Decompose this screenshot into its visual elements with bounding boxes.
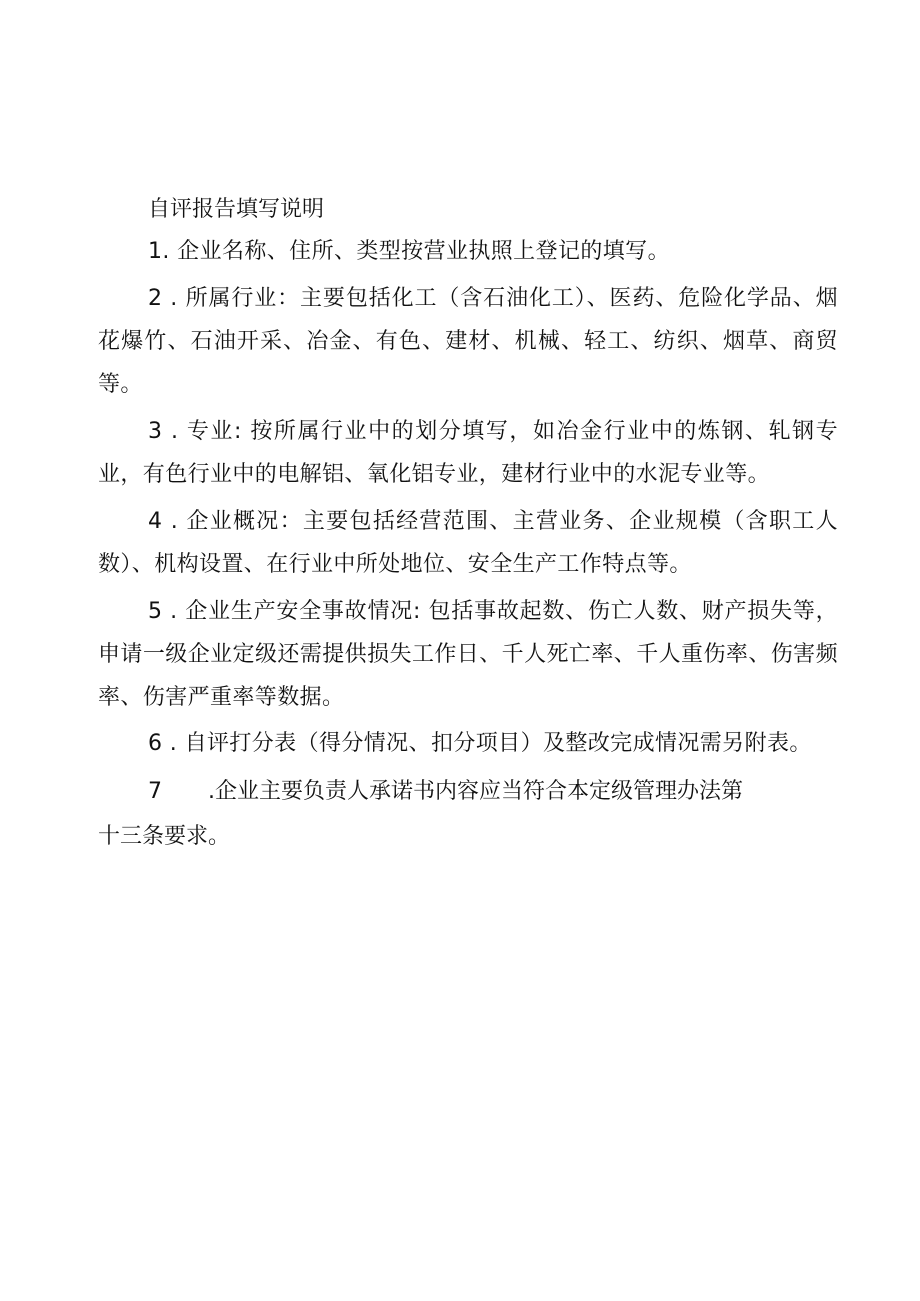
instruction-item-6: 6 . 自评打分表（得分情况、扣分项目）及整改完成情况需另附表。 [148,731,812,756]
item-7-number: 7 [148,779,162,804]
instruction-item-3: 3 . 专业: 按所属行业中的划分填写，如冶金行业中的炼钢、轧钢专业，有色行业中的电解铝、氧化铝专业，建材行业中的水泥专业等。 [98,419,838,487]
item-7-text-line1: .企业主要负责人承诺书内容应当符合本定级管理办法第 [208,779,743,804]
document-title: 自评报告填写说明 [148,197,325,222]
instruction-item-7 [148,770,743,813]
instruction-item-2: 2 . 所属行业：主要包括化工（含石油化工）、医药、危险化学品、烟花爆竹、石油开采、冶金、有色、建材、机械、轻工、纺织、烟草、商贸等。 [98,286,838,397]
item-7-text-line2: 十三条要求。 [98,824,231,849]
instruction-item-1: 1. 企业名称、住所、类型按营业执照上登记的填写。 [148,239,670,264]
instruction-item-4: 4 . 企业概况：主要包括经营范围、主营业务、企业规模（含职工人数）、机构设置、在行业中所处地位、安全生产工作特点等。 [98,509,838,577]
instruction-item-5: 5 . 企业生产安全事故情况: 包括事故起数、伤亡人数、财产损失等，申请一级企业定级还需提供损失工作日、千人死亡率、千人重伤率、伤害频率、伤害严重率等数据。 [98,599,838,710]
